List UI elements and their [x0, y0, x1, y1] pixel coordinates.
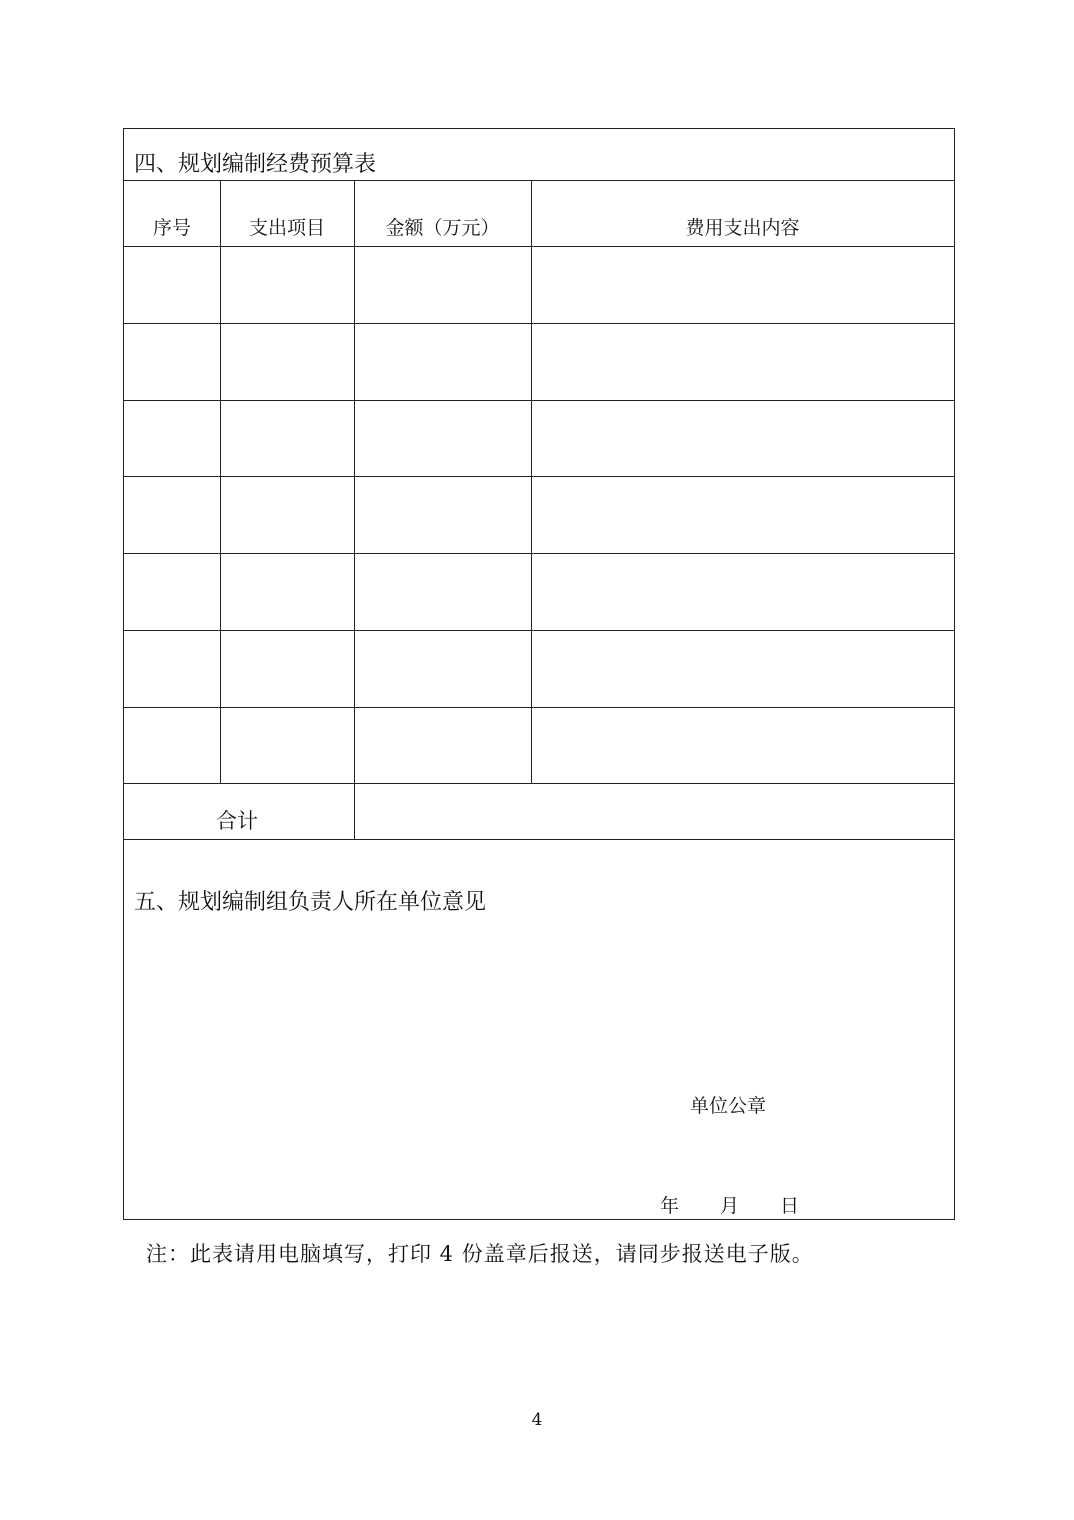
column-divider: [531, 180, 532, 783]
column-header-amount: 金额（万元）: [385, 217, 500, 239]
form-note: 注：此表请用电脑填写，打印 4 份盖章后报送，请同步报送电子版。: [146, 1242, 814, 1266]
total-label: 合计: [216, 809, 258, 833]
divider: [124, 707, 954, 708]
budget-form-table: [123, 128, 955, 1220]
column-divider: [220, 180, 221, 783]
column-header-item: 支出项目: [248, 217, 325, 239]
date-month-label: 月: [720, 1195, 740, 1217]
divider: [124, 400, 954, 401]
date-year-label: 年: [660, 1195, 680, 1217]
seal-label: 单位公章: [690, 1095, 767, 1117]
divider: [124, 180, 954, 181]
page-number: 4: [531, 1410, 543, 1430]
budget-section-title: 四、规划编制经费预算表: [134, 152, 377, 177]
column-header-index: 序号: [152, 217, 191, 239]
divider: [124, 323, 954, 324]
column-divider: [354, 180, 355, 839]
divider: [124, 783, 954, 784]
divider: [124, 553, 954, 554]
date-day-label: 日: [780, 1195, 800, 1217]
divider: [124, 476, 954, 477]
divider: [124, 630, 954, 631]
divider: [124, 839, 954, 840]
opinion-section-title: 五、规划编制组负责人所在单位意见: [134, 890, 487, 915]
column-header-content: 费用支出内容: [685, 217, 800, 239]
divider: [124, 246, 954, 247]
